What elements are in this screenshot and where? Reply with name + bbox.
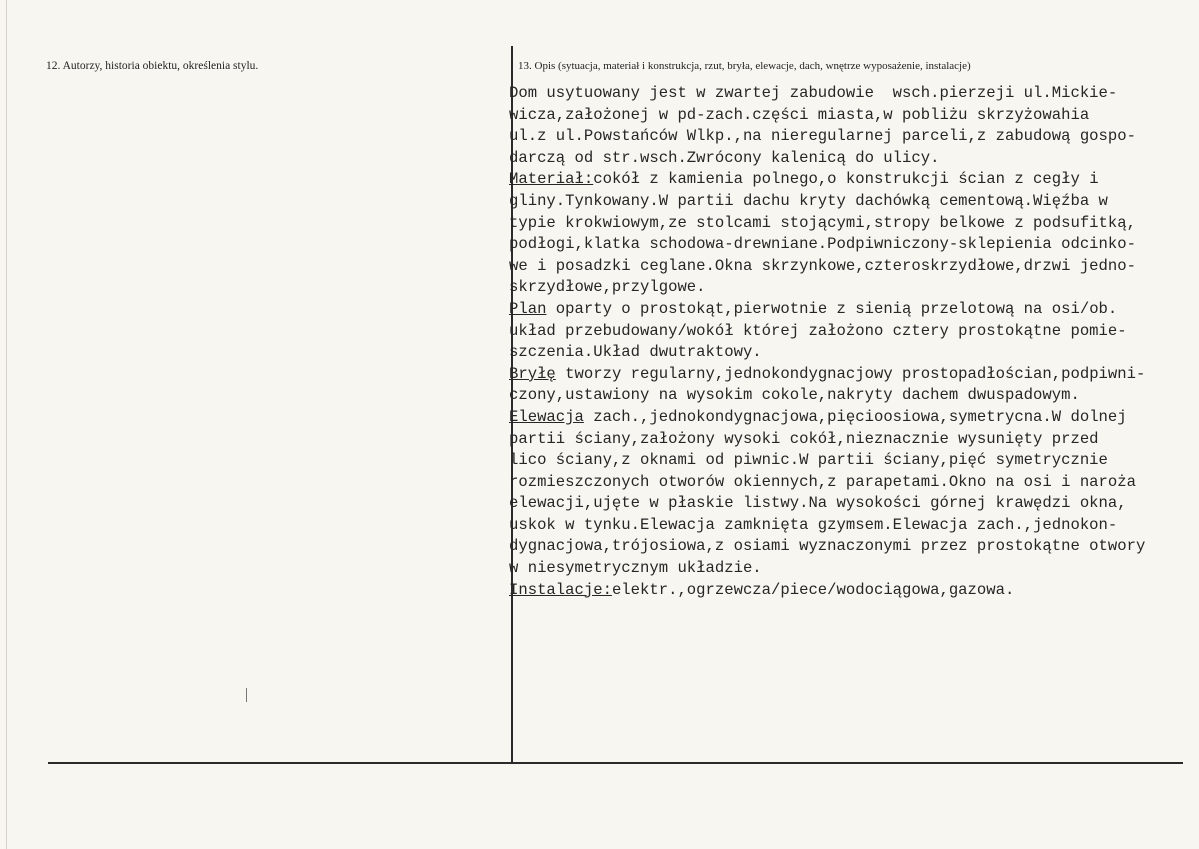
line-text: gliny.Tynkowany.W partii dachu kryty dachówką cementową.Więźba w	[509, 191, 1108, 210]
card-edge	[6, 0, 7, 849]
description-line	[509, 213, 1199, 235]
line-text: zach.,jednokondygnacjowa,pięcioosiowa,symetrycna.W dolnej	[583, 407, 1127, 426]
line-text: skrzydłowe,przylgowe.	[509, 278, 706, 297]
description-line	[509, 472, 1199, 494]
line-text: uskok w tynku.Elewacja zamknięta gzymsem.Elewacja zach.,jednokon-	[509, 515, 1118, 534]
description-line	[509, 148, 1199, 170]
description-line	[509, 407, 1199, 429]
description-line	[509, 536, 1199, 558]
line-text: wicza,założonej w pd-zach.części miasta,w pobliżu skrzyżowahia	[509, 105, 1090, 124]
description-text	[509, 83, 1199, 601]
line-text: tworzy regularny,jednokondygnacjowy prostopadłościan,podpiwni-	[555, 364, 1146, 383]
line-text: cokół z kamienia polnego,o konstrukcji ścian z cegły i	[593, 170, 1099, 189]
section-keyword: Instalacje:	[509, 580, 612, 599]
line-text: dygnacjowa,trójosiowa,z osiami wyznaczonymi przez prostokątne otwory	[509, 537, 1146, 556]
description-line	[509, 493, 1199, 515]
line-text: we i posadzki ceglane.Okna skrzynkowe,czteroskrzydłowe,drzwi jedno-	[509, 256, 1136, 275]
description-line	[509, 105, 1199, 127]
line-text: elektr.,ogrzewcza/piece/wodociągowa,gazowa.	[611, 580, 1015, 599]
line-text: typie krokwiowym,ze stolcami stojącymi,stropy belkowe z podsufitką,	[509, 213, 1136, 232]
description-line	[509, 385, 1199, 407]
line-text: elewacji,ujęte w płaskie listwy.Na wysokości górnej krawędzi okna,	[509, 494, 1127, 513]
paper-mark	[246, 688, 247, 702]
section-keyword: Plan	[509, 299, 547, 318]
line-text: podłogi,klatka schodowa-drewniane.Podpiwniczony-sklepienia odcinko-	[509, 235, 1136, 254]
line-text: w niesymetrycznym układzie.	[509, 559, 762, 578]
section-12-heading: 12. Autorzy, historia obiektu, określenia stylu.	[46, 60, 259, 72]
line-text: Dom usytuowany jest w zwartej zabudowie wsch.pierzeji ul.Mickie-	[509, 84, 1118, 102]
bottom-rule	[48, 762, 1183, 764]
description-line	[509, 234, 1199, 256]
description-line	[509, 191, 1199, 213]
section-keyword: Elewacja	[509, 407, 584, 426]
description-line	[509, 342, 1199, 364]
description-line	[509, 321, 1199, 343]
line-text: rozmieszczonych otworów okiennych,z parapetami.Okno na osi i naroża	[509, 472, 1136, 491]
description-line	[509, 580, 1199, 602]
description-line	[509, 256, 1199, 278]
line-text: oparty o prostokąt,pierwotnie z sienią przelotową na osi/ob.	[546, 299, 1118, 318]
description-line	[509, 169, 1199, 191]
line-text: szczenia.Układ dwutraktowy.	[509, 343, 762, 362]
description-line	[509, 558, 1199, 580]
line-text: układ przebudowany/wokół której założono cztery prostokątne pomie-	[509, 321, 1127, 340]
line-text: partii ściany,założony wysoki cokół,nieznacznie wysunięty przed	[509, 429, 1099, 448]
section-keyword: Materiał:	[509, 170, 594, 189]
description-line	[509, 126, 1199, 148]
description-line	[509, 299, 1199, 321]
description-line	[509, 429, 1199, 451]
description-line	[509, 277, 1199, 299]
description-line	[509, 515, 1199, 537]
line-text: ul.z ul.Powstańców Wlkp.,na nieregularnej parceli,z zabudową gospo-	[509, 127, 1136, 146]
description-line	[509, 364, 1199, 386]
line-text: darczą od str.wsch.Zwrócony kalenicą do ulicy.	[509, 148, 940, 167]
description-line	[509, 450, 1199, 472]
section-keyword: Bryłę	[509, 364, 556, 383]
line-text: czony,ustawiony na wysokim cokole,nakryty dachem dwuspadowym.	[509, 386, 1080, 405]
description-line	[509, 83, 1199, 105]
section-13-heading: 13. Opis (sytuacja, materiał i konstrukcja, rzut, bryła, elewacje, dach, wnętrze wyposażenie, instalacje)	[518, 60, 971, 72]
line-text: lico ściany,z oknami od piwnic.W partii ściany,pięć symetrycznie	[509, 451, 1108, 470]
